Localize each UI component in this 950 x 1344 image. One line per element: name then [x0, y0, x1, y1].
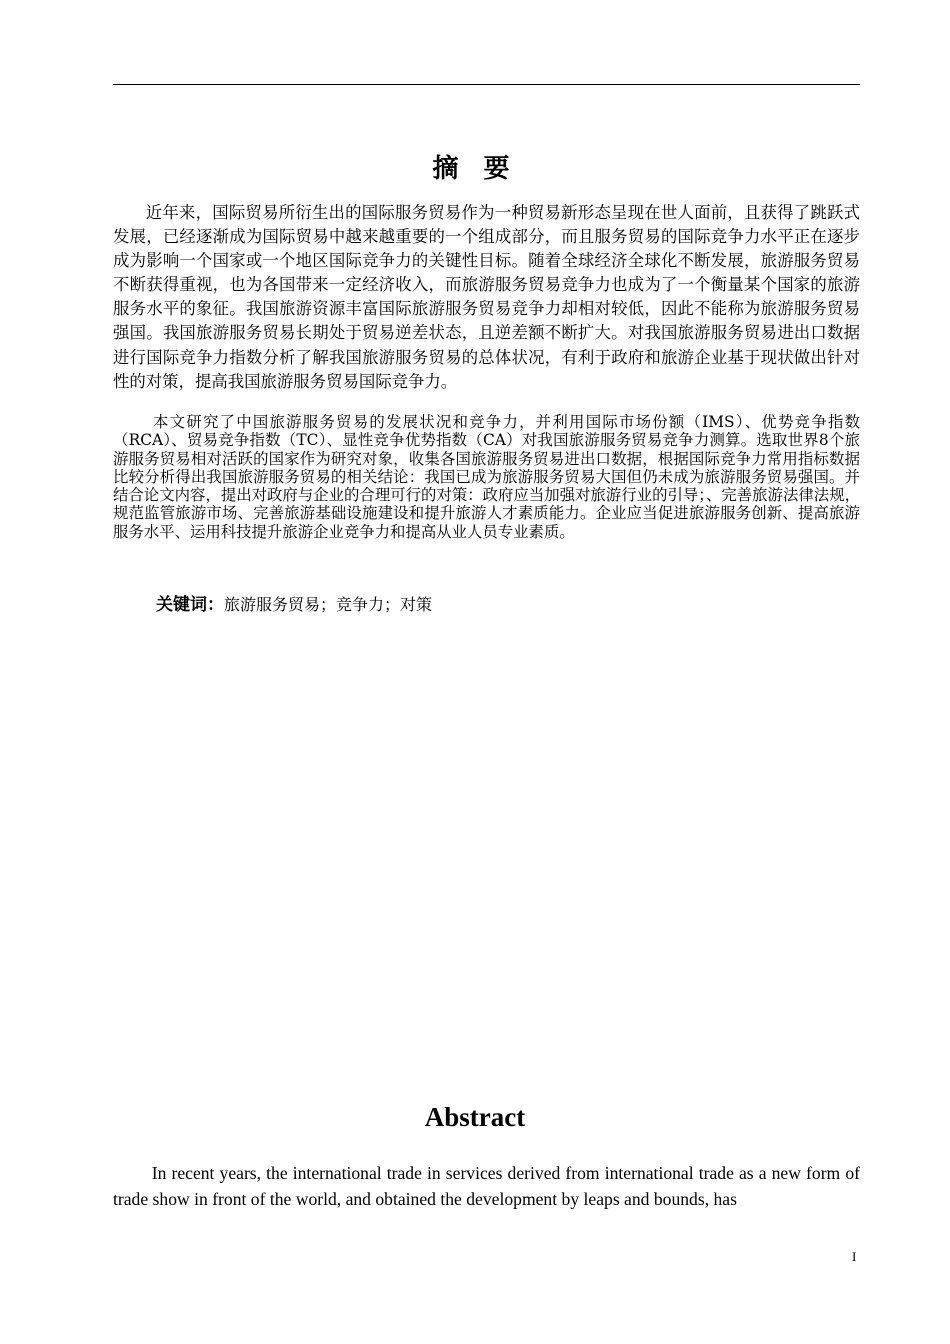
abstract-en-title: Abstract	[424, 1102, 526, 1132]
header-rule	[113, 84, 860, 85]
page-number: I	[852, 1249, 857, 1264]
abstract-cn-paragraph-2: 本文研究了中国旅游服务贸易的发展状况和竞争力，并利用国际市场份额（IMS）、优势竞争指数（RCA）、贸易竞争指数（TC）、显性竞争优势指数（CA）对我国旅游服务贸易竞争力测算。选取世界8个旅游服务贸易相对活跃的国家作为研究对象，收集各国旅游服务贸易进出口数据，根据国际竞争力常用指标数据比较分析得出我国旅游服务贸易的相关结论：我国已成为旅游服务贸易大国但仍未成为旅游服务贸易强国。并结合论文内容，提出对政府与企业的合理可行的对策：政府应当加强对旅游行业的引导；、完善旅游法律法规，规范监管旅游市场、完善旅游基础设施建设和提升旅游人才素质能力。企业应当促进旅游服务创新、提高旅游服务水平、运用科技提升旅游企业竞争力和提高从业人员专业素质。	[113, 413, 860, 541]
abstract-cn-paragraph-1: 近年来，国际贸易所衍生出的国际服务贸易作为一种贸易新形态呈现在世人面前，且获得了跳跃式发展，已经逐渐成为国际贸易中越来越重要的一个组成部分，而且服务贸易的国际竞争力水平正在逐步成为影响一个国家或一个地区国际竞争力的关键性目标。随着全球经济全球化不断发展，旅游服务贸易不断获得重视，也为各国带来一定经济收入，而旅游服务贸易竞争力也成为了一个衡量某个国家的旅游服务水平的象征。我国旅游资源丰富国际旅游服务贸易竞争力却相对较低，因此不能称为旅游服务贸易强国。我国旅游服务贸易长期处于贸易逆差状态，且逆差额不断扩大。对我国旅游服务贸易进出口数据进行国际竞争力指数分析了解我国旅游服务贸易的总体状况，有利于政府和旅游企业基于现状做出针对性的对策，提高我国旅游服务贸易国际竞争力。	[113, 203, 860, 391]
keywords-label: 关键词：	[156, 595, 224, 615]
abstract-en-paragraph: In recent years, the international trade in services derived from international trade as a new form of trade show in front of the world, and obtained the development by leaps and bounds, has	[113, 1163, 860, 1209]
keywords-value: 旅游服务贸易；竞争力；对策	[224, 595, 433, 614]
abstract-cn-title: 摘 要	[432, 154, 518, 184]
keywords-line	[156, 590, 856, 615]
